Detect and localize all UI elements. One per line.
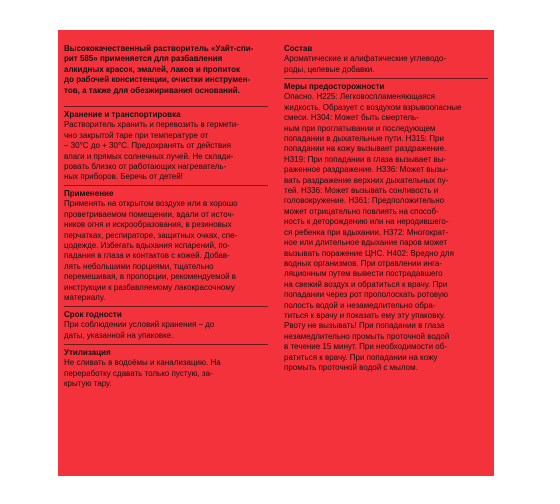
composition-line: Ароматические и алифатические углеводо-: [284, 54, 446, 64]
precautions-line: H319: При попадании в глаза вызывает вы-: [284, 154, 447, 164]
precautions-line: жидкость. Образует с воздухом взрывоопасные: [284, 102, 462, 112]
usage-section: [64, 189, 268, 303]
storage-line: – 30°C до + 30°C. Предохранять от действия: [64, 141, 231, 151]
precautions-line: ным при проглатывании и последующем: [284, 123, 436, 133]
precautions-line: ся ребенка при вдыхании. H372: Многократ-: [284, 227, 449, 237]
usage-line: материалу.: [64, 293, 106, 303]
section-divider: [64, 185, 268, 186]
precautions-line: попадании через рот прополоскать ротовую: [284, 290, 448, 300]
precautions-line: Опасно. H225: Легковоспламеняющаяся: [284, 92, 435, 102]
usage-line: ников огня и искрообразования, в резиновых: [64, 220, 232, 230]
intro-line: до рабочей консистенции, очистки инструмен-: [64, 75, 251, 85]
precautions-line: титься к врачу и показать ему эту упаковку.: [284, 310, 446, 320]
disposal-section: [64, 348, 268, 390]
usage-line: Применять на открытом воздухе или в хорошо: [64, 199, 238, 209]
shelf-life-section: [64, 310, 268, 341]
precautions-line: попадании в дыхательные пути. H315: При: [284, 134, 444, 144]
storage-line: ных приборов. Беречь от детей!: [64, 172, 183, 182]
precautions-line: головокружение. H361: Предположительно: [284, 196, 445, 206]
precautions-line: ляционным путем вывести пострадавшего: [284, 269, 443, 279]
usage-heading: Применение: [64, 189, 114, 198]
intro-line: Высококачественный растворитель «Уайт-спи-: [64, 44, 254, 53]
precautions-line: промыть проточной водой с мылом.: [284, 362, 418, 372]
precautions-line: вать раздражение верхних дыхательных пу-: [284, 175, 449, 185]
shelf-life-line: При соблюдении условий хранения – до: [64, 320, 215, 330]
usage-line: проветриваемом помещении, вдали от источ-: [64, 209, 235, 219]
intro-block: [64, 44, 268, 96]
precautions-line: Рвоту не вызывать! При попадании в глаза: [284, 321, 445, 331]
precautions-line: попадании на кожу вызывает раздражение.: [284, 144, 447, 154]
precautions-line: полость водой и незамедлительно обра-: [284, 300, 436, 310]
composition-section: [284, 44, 488, 75]
precautions-line: ратиться к врачу. При попадании на кожу: [284, 352, 438, 362]
precautions-line: смеси. H304: Может быть смертель-: [284, 113, 419, 123]
intro-line: алкидных красок, эмалей, лаков и пропиток: [64, 64, 241, 74]
storage-line: Растворитель хранить и перевозить в гермети-: [64, 120, 240, 130]
precautions-line: тей. H336: Может вызывать сонливость и: [284, 186, 439, 196]
shelf-life-heading: Срок годности: [64, 310, 122, 319]
precautions-section: [284, 82, 488, 373]
label-panel: [58, 30, 494, 476]
section-divider: [284, 78, 488, 79]
precautions-line: водных организмов. При отравлении инга-: [284, 258, 443, 268]
usage-line: падания в глаза и контактов с кожей. Добав-: [64, 251, 230, 261]
usage-line: инструкции к разбавляемому лакокрасочному: [64, 282, 235, 292]
composition-line: роды, целевые добавки.: [284, 64, 375, 74]
usage-line: лять небольшими порциями, тщательно: [64, 261, 214, 271]
precautions-line: на свежий воздух и обратиться к врачу. При: [284, 279, 448, 289]
composition-heading: Состав: [284, 44, 313, 53]
disposal-line: Не сливать в водоёмы и канализацию. На: [64, 358, 221, 368]
usage-line: перчатках, респираторе, защитных очках, спе-: [64, 230, 238, 240]
precautions-heading: Меры предосторожности: [284, 82, 385, 91]
storage-line: чно закрытой таре при температуре от: [64, 130, 209, 140]
precautions-line: незамедлительно промыть проточной водой: [284, 331, 450, 341]
precautions-line: вызывать поражение ЦНС. H402: Вредно для: [284, 248, 454, 258]
section-divider: [64, 306, 268, 307]
precautions-line: ное или длительное вдыхание паров может: [284, 238, 448, 248]
section-divider: [64, 344, 268, 345]
precautions-line: раженное раздражение. H336: Может вызы-: [284, 165, 449, 175]
disposal-line: крытую тару.: [64, 379, 112, 389]
precautions-line: может отрицательно повлиять на способ-: [284, 206, 439, 216]
disposal-heading: Утилизация: [64, 348, 111, 357]
precautions-line: в течение 15 минут. При необходимости об-: [284, 342, 447, 352]
intro-line: рит 585» применяется для разбавления: [64, 54, 223, 64]
shelf-life-line: даты, указанной на упаковке.: [64, 330, 174, 340]
disposal-line: переработку сдавать только пустую, за-: [64, 368, 213, 378]
storage-line: влаги и прямых солнечных лучей. Не склади-: [64, 151, 234, 161]
storage-line: ровать близко от работающих нагреватель-: [64, 162, 227, 172]
section-divider: [64, 106, 268, 107]
intro-line: тов, а также для обезжиривания оснований.: [64, 85, 240, 95]
usage-line: цодежде. Избегать вдыхания испарений, по-: [64, 241, 230, 251]
storage-section: [64, 110, 268, 183]
precautions-line: ность к деторождению или на неродившего-: [284, 217, 449, 227]
usage-line: перемешивая, в пропорции, рекомендуемой в: [64, 272, 237, 282]
storage-heading: Хранение и транспортировка: [64, 110, 181, 119]
